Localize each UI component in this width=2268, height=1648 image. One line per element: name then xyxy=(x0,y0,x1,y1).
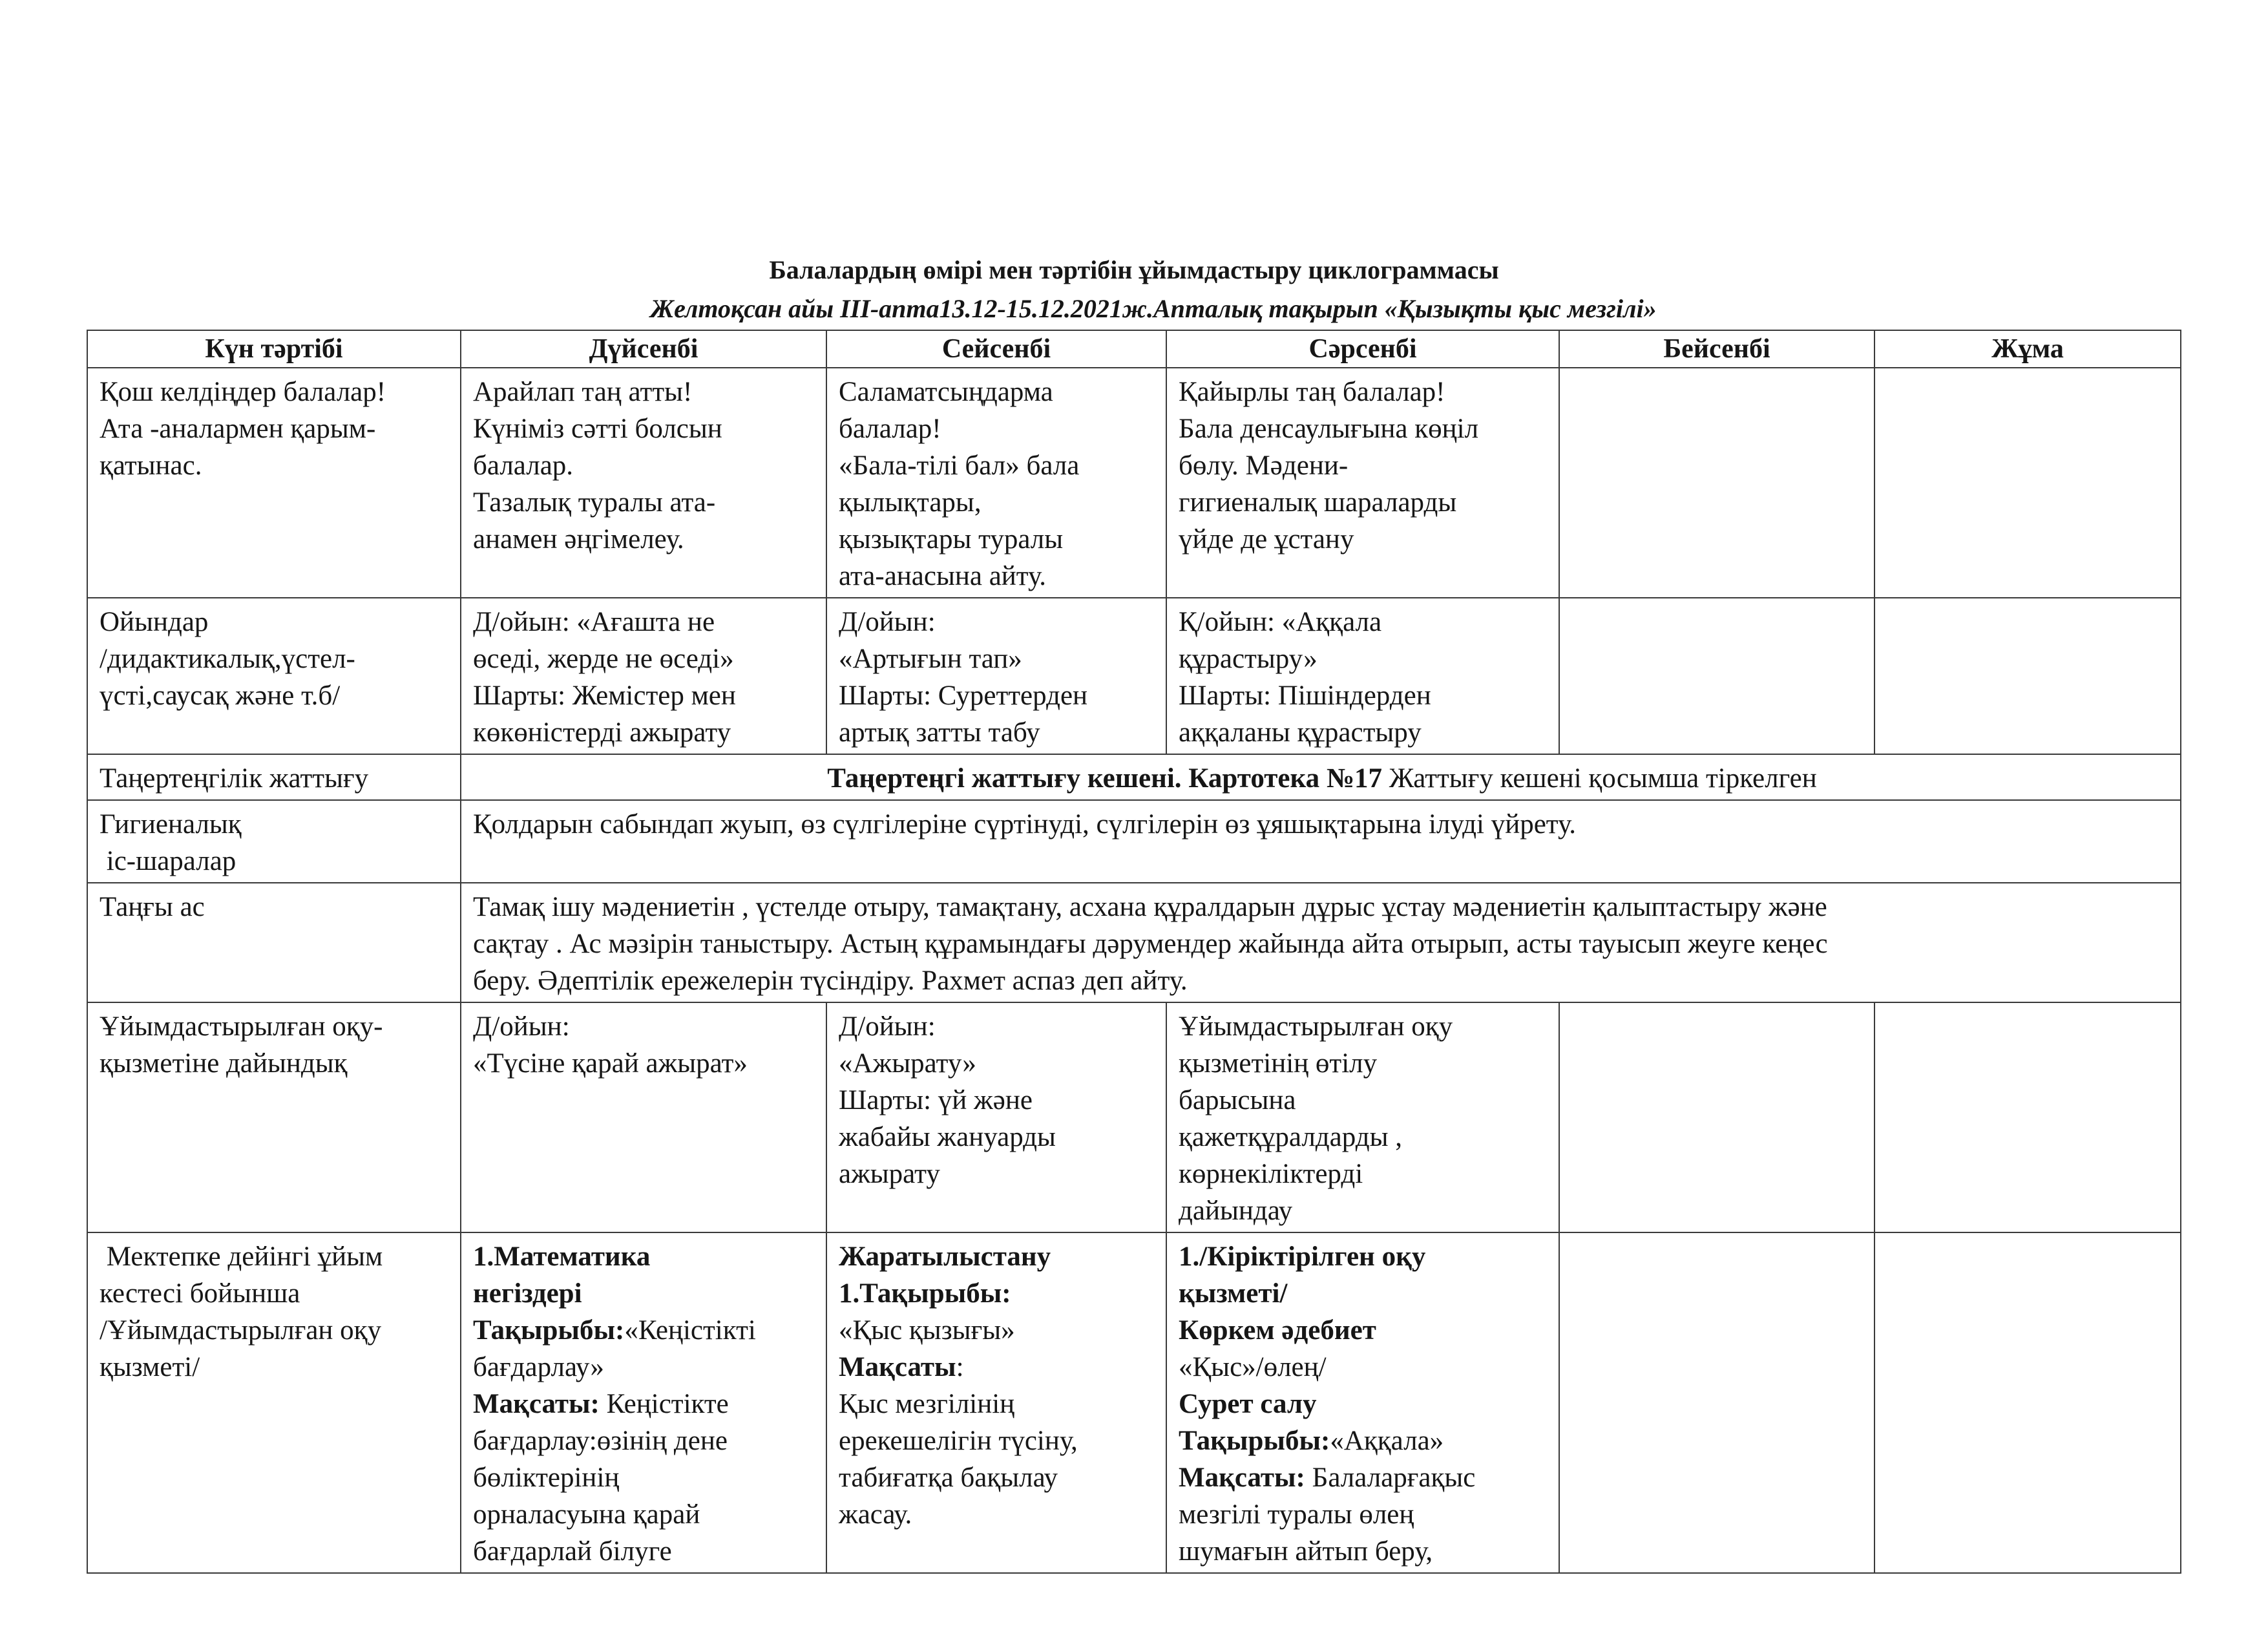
merged-cell: Тамақ ішу мәдениетін , үстелде отыру, тамақтану, асхана құралдарын дұрыс ұстау мәдениетін қалыптастыру және сақтау . Ас мәзірін таныстыру. Астың құрамындағы дәрумендер жайында айта отырып, асты тауысып жеуге кеңес беру. Әдептілік ережелерін түсіндіру. Рахмет аспаз деп айту. xyxy=(461,883,2181,1002)
merged-cell: Қолдарын сабындап жуып, өз сүлгілеріне сүртінуді, сүлгілерін өз ұяшықтарына ілуді үйрету. xyxy=(461,800,2181,883)
table-row xyxy=(87,368,2181,598)
header-row xyxy=(87,330,2181,368)
row-label: Ұйымдастырылған оқу- қызметіне дайындық xyxy=(87,1002,461,1232)
document-subtitle: Желтоқсан айы ІІІ-апта13.12-15.12.2021ж.Апталық тақырып «Қызықты қыс мезгілі» xyxy=(650,294,1657,323)
header-friday: Жұма xyxy=(1874,330,2181,368)
tuesday-cell: Жаратылыстану 1.Тақырыбы: «Қыс қызығы» Мақсаты: Қыс мезгілінің ерекешелігін түсіну, табиғатқа бақылау жасау. xyxy=(826,1232,1166,1573)
wednesday-cell: Ұйымдастырылған оқу қызметінің өтілу барысына қажетқұралдарды , көрнекіліктерді дайындау xyxy=(1166,1002,1559,1232)
wednesday-cell: 1./Кіріктірілген оқу қызметі/ Көркем әдебиет «Қыс»/өлең/ Сурет салу Тақырыбы:«Аққала» Мақсаты: Балаларғақыс мезгілі туралы өлең шумағын айтып беру, xyxy=(1166,1232,1559,1573)
header-monday: Дүйсенбі xyxy=(461,330,826,368)
header-wednesday: Сәрсенбі xyxy=(1166,330,1559,368)
row-label: Таңертеңгілік жаттығу xyxy=(87,754,461,800)
friday-cell xyxy=(1874,368,2181,598)
row-label: Гигиеналық іс-шаралар xyxy=(87,800,461,883)
tuesday-cell: Д/ойын: «Ажырату» Шарты: үй және жабайы жануарды ажырату xyxy=(826,1002,1166,1232)
thursday-cell xyxy=(1559,598,1874,754)
thursday-cell xyxy=(1559,368,1874,598)
merged-cell: Таңертеңгі жаттығу кешені. Картотека №17 Жаттығу кешені қосымша тіркелген xyxy=(461,754,2181,800)
table-row xyxy=(87,800,2181,883)
thursday-cell xyxy=(1559,1232,1874,1573)
header-thursday: Бейсенбі xyxy=(1559,330,1874,368)
row-label: Ойындар /дидактикалық,үстел- үсті,саусақ және т.б/ xyxy=(87,598,461,754)
table-row xyxy=(87,883,2181,1002)
wednesday-cell: Қ/ойын: «Аққала құрастыру» Шарты: Пішіндерден аққаланы құрастыру xyxy=(1166,598,1559,754)
table-row xyxy=(87,754,2181,800)
friday-cell xyxy=(1874,1002,2181,1232)
table-row xyxy=(87,598,2181,754)
friday-cell xyxy=(1874,598,2181,754)
header-tuesday: Сейсенбі xyxy=(826,330,1166,368)
thursday-cell xyxy=(1559,1002,1874,1232)
header-day-schedule: Күн тәртібі xyxy=(87,330,461,368)
schedule-table xyxy=(87,330,2181,1574)
row-label: Мектепке дейінгі ұйым кестесі бойынша /Ұйымдастырылған оқу қызметі/ xyxy=(87,1232,461,1573)
monday-cell: Д/ойын: «Ағашта не өседі, жерде не өседі» Шарты: Жемістер мен көкөністерді ажырату xyxy=(461,598,826,754)
row-label: Таңғы ас xyxy=(87,883,461,1002)
monday-cell: Д/ойын: «Түсіне қарай ажырат» xyxy=(461,1002,826,1232)
table-row xyxy=(87,1002,2181,1232)
wednesday-cell: Қайырлы таң балалар! Бала денсаулығына көңіл бөлу. Мәдени- гигиеналық шараларды үйде де ұстану xyxy=(1166,368,1559,598)
tuesday-cell: Д/ойын: «Артығын тап» Шарты: Суреттерден артық затты табу xyxy=(826,598,1166,754)
tuesday-cell: Саламатсыңдарма балалар! «Бала-тілі бал» бала қылықтары, қызықтары туралы ата-анасына айту. xyxy=(826,368,1166,598)
table-row xyxy=(87,1232,2181,1573)
friday-cell xyxy=(1874,1232,2181,1573)
monday-cell: Арайлап таң атты! Күніміз сәтті болсын балалар. Тазалық туралы ата- анамен әңгімелеу. xyxy=(461,368,826,598)
row-label: Қош келдіңдер балалар! Ата -аналармен қарым- қатынас. xyxy=(87,368,461,598)
monday-cell: 1.Математика негіздері Тақырыбы:«Кеңістікті бағдарлау» Мақсаты: Кеңістікте бағдарлау:өзінің дене бөліктерінің орналасуына қарай бағдарлай білуге xyxy=(461,1232,826,1573)
document-title: Балалардың өмірі мен тәртібін ұйымдастыру циклограммасы xyxy=(769,255,1499,284)
